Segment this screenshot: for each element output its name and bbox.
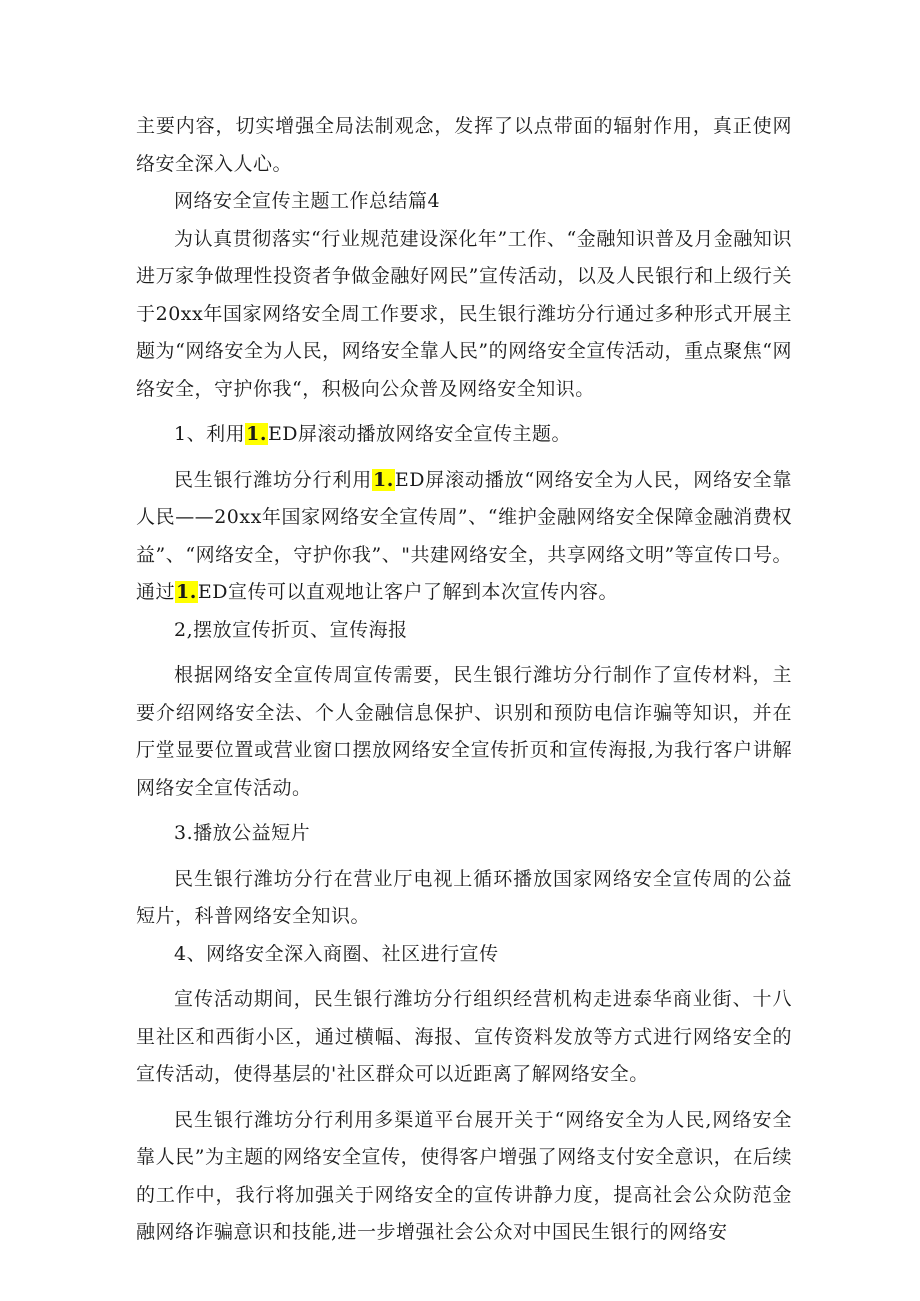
paragraph-overview — [136, 221, 792, 409]
highlighted-text: 1. — [176, 581, 197, 603]
highlighted-text: 1. — [246, 423, 267, 445]
text-run: ED宣传可以直观地让客户了解到本次宣传内容。 — [197, 581, 618, 603]
text-run: ED屏滚动播放网络安全宣传主题。 — [267, 423, 572, 445]
item-heading-led — [136, 416, 792, 454]
item-heading-community — [136, 936, 792, 974]
text-run: 网络安全宣传主题工作总结篇4 — [174, 190, 441, 212]
document-page — [136, 108, 792, 1252]
paragraph-posters — [136, 657, 792, 807]
text-run: 宣传活动期间，民生银行潍坊分行组织经营机构走进泰华商业街、十八里社区和西街小区，通过横幅、海报、宣传资料发放等方式进行网络安全的宣传活动，使得基层的'社区群众可以近距离了解网络安全。 — [136, 988, 792, 1085]
item-heading-films — [136, 815, 792, 853]
text-run: 民生银行潍坊分行利用多渠道平台展开关于“网络安全为人民,网络安全靠人民”为主题的网络安全宣传，使得客户增强了网络支付安全意识，在后续的工作中，我行将加强关于网络安全的宣传讲静力度，提高社会公众防范金融网络诈骗意识和技能,进一步增强社会公众对中国民生银行的网络安 — [136, 1108, 792, 1243]
section-heading — [136, 183, 792, 221]
text-run: 根据网络安全宣传周宣传需要，民生银行潍坊分行制作了宣传材料，主要介绍网络安全法、个人金融信息保护、识别和预防电信诈骗等知识，并在厅堂显要位置或营业窗口摆放网络安全宣传折页和宣传海报,为我行客户讲解网络安全宣传活动。 — [136, 664, 792, 799]
text-run: 民生银行潍坊分行在营业厅电视上循环播放国家网络安全宣传周的公益短片，科普网络安全知识。 — [136, 867, 792, 927]
text-run: 3.播放公益短片 — [174, 822, 311, 844]
text-run: 为认真贯彻落实“行业规范建设深化年”工作、“金融知识普及月金融知识进万家争做理性投资者争做金融好网民”宣传活动，以及人民银行和上级行关于20xx年国家网络安全周工作要求，民生银行潍坊分行通过多种形式开展主题为“网络安全为人民，网络安全靠人民”的网络安全宣传活动，重点聚焦“网络安全，守护你我“，积极向公众普及网络安全知识。 — [136, 227, 792, 400]
text-run: 主要内容，切实增强全局法制观念，发挥了以点带面的辐射作用，真正使网络安全深入人心。 — [136, 115, 792, 175]
paragraph-intro-continuation — [136, 108, 792, 183]
text-run: 1、利用 — [174, 423, 246, 445]
paragraph-films — [136, 861, 792, 936]
text-run: 2,摆放宣传折页、宣传海报 — [174, 618, 408, 641]
highlighted-text: 1. — [373, 468, 394, 491]
text-run: 民生银行潍坊分行利用 — [174, 468, 373, 491]
item-heading-posters — [136, 612, 792, 650]
paragraph-community — [136, 981, 792, 1094]
paragraph-conclusion — [136, 1102, 792, 1252]
text-run: 4、网络安全深入商圈、社区进行宣传 — [174, 942, 499, 965]
text-run: ED屏滚动播放“网络安全为人民，网络安全靠人民——20xx年国家网络安全宣传周”、“维护金融网络安全保障金融消费权益”、“网络安全，守护你我”、"共建网络安全，共享网络文明”等宣传口号。通过 — [136, 468, 792, 603]
paragraph-led — [136, 462, 792, 612]
